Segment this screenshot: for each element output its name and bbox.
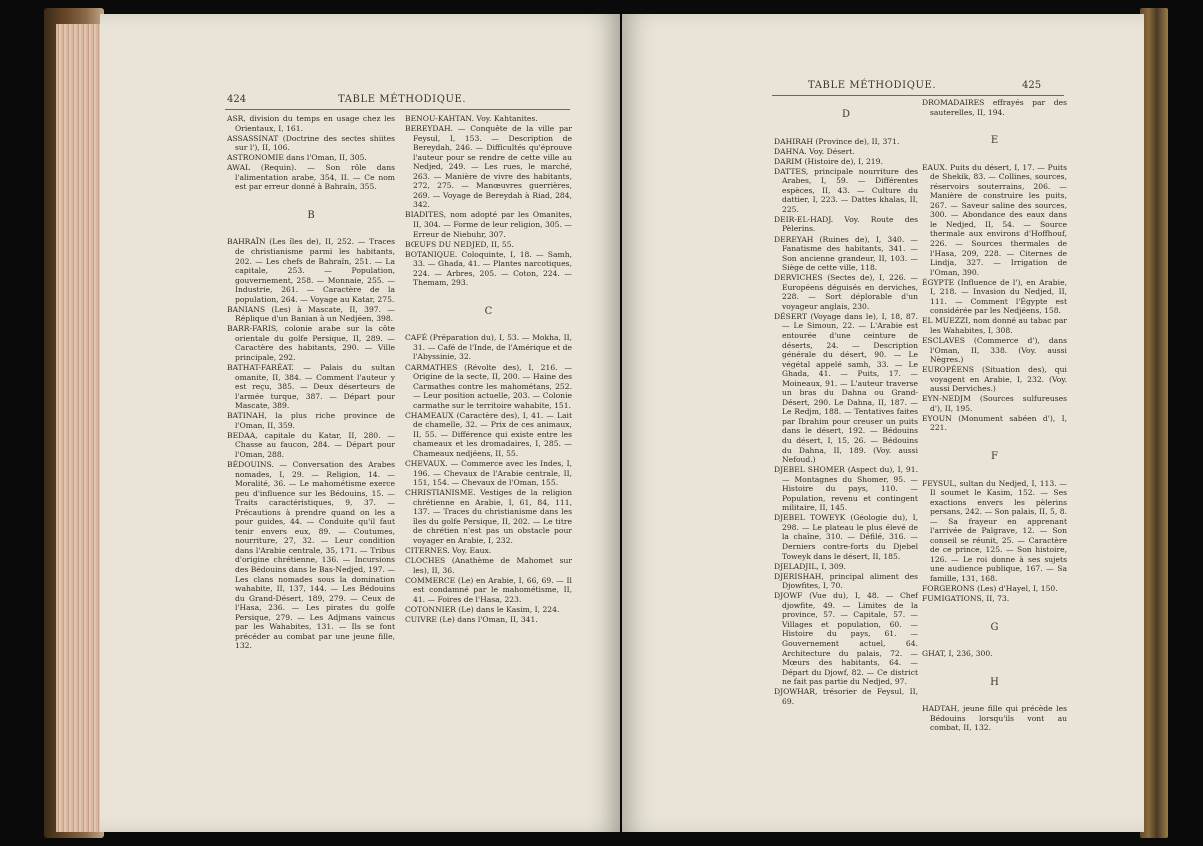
index-entry: DAHNA. Voy. Désert.: [774, 146, 855, 156]
page-number: 425: [1022, 80, 1042, 91]
header-rule: [225, 109, 570, 110]
index-entry: CUIVRE (Le) dans l'Oman, II, 341.: [405, 614, 538, 624]
index-entry: EUROPÉENS (Situation des), qui voyagent en Arabie, I, 232. (Voy. aussi Derviches.): [922, 365, 1067, 394]
section-letter-heading: D: [841, 109, 851, 120]
index-entry: ASSASSINAT (Doctrine des sectes shiites sur l'), II, 106.: [227, 133, 395, 153]
index-entry: BIADITES, nom adopté par les Omanites, II, 304. — Forme de leur religion, 305. — Erreur de Niebuhr, 307.: [405, 210, 572, 239]
index-entry: EL MUEZZI, nom donné au tabac par les Wahabites, I, 308.: [922, 316, 1067, 335]
index-entry: EYN-NEDJM (Sources sulfureuses d'), II, 195.: [922, 394, 1067, 413]
book-cover-right: [1140, 8, 1168, 838]
index-entry: BŒUFS DU NEDJED, II, 55.: [405, 239, 514, 249]
index-entry: BOTANIQUE. Coloquinte, I, 18. — Samh, 33. — Ghada, 41. — Plantes narcotiques, 224. — Arbres, 205. — Coton, 224. — Themam, 293.: [405, 249, 572, 288]
index-entry: ASTRONOMIE dans l'Oman, II, 305.: [227, 153, 367, 163]
running-head: TABLE MÉTHODIQUE.: [338, 94, 467, 105]
section-letter-heading: B: [307, 209, 315, 221]
index-entry: ASR, division du temps en usage chez les Orientaux, I, 161.: [227, 114, 395, 133]
index-entry: FORGERONS (Les) d'Hayel, I, 150.: [922, 584, 1058, 594]
index-entry: DEIR-EL-HADJ. Voy. Route des Pèlerins.: [774, 214, 918, 234]
header-rule: [772, 95, 1064, 96]
index-entry: AWAL (Requin). — Son rôle dans l'alimentation arabe, 354, II. — Ce nom est par erreur donné à Bahraïn, 355.: [227, 163, 395, 192]
index-entry: HADTAH, jeune fille qui précède les Bédouins lorsqu'ils vont au combat, II, 132.: [922, 704, 1067, 733]
index-entry: BENOU-KAHTAN. Voy. Kahtanites.: [405, 114, 538, 123]
index-entry: DATTES, principale nourriture des Arabes, I, 59. — Différentes espèces, II, 43. — Culture du dattier, I, 223. — Dattes khalas, II, 225.: [774, 166, 918, 214]
section-letter-heading: C: [484, 305, 493, 317]
index-entry: GHAT, I, 236, 300.: [922, 649, 993, 659]
index-entry: DAHIRAH (Province de), II, 371.: [774, 136, 900, 146]
index-entry: BATHAT-FARÉAT. — Palais du sultan omanite, II, 384. — Comment l'auteur y est reçu, 385. — Deux déserteurs de l'armée turque, 387. — Départ pour Mascate, 389.: [227, 363, 395, 411]
section-letter-heading: F: [991, 450, 998, 462]
index-entry: EYOUN (Monument sabéen d'), I, 221.: [922, 413, 1067, 433]
index-entry: BAHRAÏN (Les îles de), II, 252. — Traces de christianisme parmi les habitants, 202. — Les chefs de Bahraïn, 251. — La capitale, 253. — Population, gouvernement, 258. — Monnaie, 255. — Industrie, 261. — Caractère de la population, 264. — Voyage au Katar, 275.: [227, 237, 395, 304]
index-column-1: [774, 110, 918, 707]
index-entry: DROMADAIRES effrayés par des sauterelles, II, 194.: [922, 98, 1067, 117]
index-entry: EAUX. Puits du désert, I, 17. — Puits de Shekik, 83. — Collines, sources, réservoirs souterrains, 206. — Manière de construire les puits, 267. — Saveur saline des sources, 300. — Abondance des eaux dans le Nedjed, II, 54. — Source thermale aux environs d'Hoffhouf, 226. — Sources thermales de l'Hasa, 209, 228. — Citernes de Lindja, 327. — Irrigation de l'Oman, 390.: [922, 162, 1067, 277]
section-letter-heading: H: [990, 676, 999, 688]
index-entry: FUMIGATIONS, II, 73.: [922, 594, 1010, 604]
index-entry: ESCLAVES (Commerce d'), dans l'Oman, II, 338. (Voy. aussi Nègres.): [922, 335, 1067, 365]
index-column-2: [405, 114, 572, 625]
section-letter-heading: G: [990, 621, 999, 633]
index-entry: DJOWF (Vue du), I, 48. — Chef djowfite, 49. — Limites de la province, 57. — Capitale, 57. — Villages et population, 60. — Histoire du pays, 61. — Gouvernement actuel, 64. Architecture du palais, 72. — Mœurs des habitants, 64. — Départ du Djowf, 82. — Ce district ne fait pas partie du Nedjed, 97.: [774, 591, 918, 687]
page-number: 424: [227, 94, 247, 105]
index-entry: BEREYDAH. — Conquête de la ville par Feysul, I, 153. — Description de Bereydah, 246. — Difficultés qu'éprouve l'auteur pour se rendre de cette ville au Nedjed, 249. — Les rues, le marché, 263. — Manière de vivre des habitants, 272, 275. — Manœuvres guerrières, 269. — Voyage de Bereydah à Riad, 284, 342.: [405, 124, 572, 210]
index-entry: BATINAH, la plus riche province de l'Oman, II, 359.: [227, 411, 395, 430]
index-entry: COMMERCE (Le) en Arabie, I, 66, 69. — Il est condamné par le mahométisme, II, 41. — Foires de l'Hasa, 223.: [405, 575, 572, 604]
index-entry: COTONNIER (Le) dans le Kasim, I, 224.: [405, 604, 560, 614]
index-entry: DEREYAH (Ruines de), I, 340. — Fanatisme des habitants, 341. — Son ancienne grandeur, II, 103. — Siège de cette ville, 118.: [774, 234, 918, 273]
index-entry: CLOCHES (Anathème de Mahomet sur les), II, 36.: [405, 555, 572, 575]
index-entry: CHAMEAUX (Caractère des), I, 41. — Lait de chamelle, 32. — Prix de ces animaux, II, 55. — Différence qui existe entre les chameaux et les dromadaires, I, 285. — Chameaux nedjéens, II, 55.: [405, 410, 572, 458]
index-entry: BANIANS (Les) à Mascate, II, 397. — Réplique d'un Banian à un Nedjéen, 398.: [227, 304, 395, 324]
index-entry: DÉSERT (Voyage dans le), I, 18, 87. — Le Simoun, 22. — L'Arabie est entourée d'une ceinture de déserts, 24. — Description générale du désert, 90. — Le végétal appelé samh, 33. — Le Ghada, 41. — Puits, 17. — Moineaux, 91. — L'auteur traverse un bras du Dahna ou Grand-Désert, 290. Le Dahna, II, 187. — Le Redjm, 188. — Tentatives faites par Ibrahim pour creuser un puits dans le désert, 192. — Bédouins du désert, I, 15, 26. — Bédouins du Dahna, II, 189. (Voy. aussi Nefoud.): [774, 311, 918, 465]
left-page: [100, 14, 620, 832]
index-entry: DARIM (Histoire de), I, 219.: [774, 156, 883, 166]
running-head: TABLE MÉTHODIQUE.: [808, 80, 937, 91]
index-entry: BÉDOUINS. — Conversation des Arabes nomades, I, 29. — Religion, 14. — Moralité, 36. — Le mahométisme exerce peu d'influence sur les Bédouins, 15. — Traits caractéristiques, 9, 37. — Précautions à prendre quand on les a pour guides, 44. — Conduite qu'il faut tenir envers eux, 89. — Coutumes, nourriture, 27, 32. — Leur condition dans l'Arabie centrale, 35, 171. — Tribus d'origine chrétienne, 136. — Incursions des Bédouins dans le Bas-Nedjed, 197. — Les clans nomades sous la domination wahabite, II, 137, 144. — Les Bédouins du Grand-Désert, 189, 279. — Ceux de l'Hasa, 236. — Les pirates du golfe Persique, 279. — Les Adjmans vaincus par les Wahabites, 131. — Ils se font précéder au combat par une jeune fille, 132.: [227, 460, 395, 651]
index-entry: CAFÉ (Préparation du), I, 53. — Mokha, II, 31. — Café de l'Inde, de l'Amérique et de l'Abyssinie, 32.: [405, 333, 572, 362]
index-entry: BEDAA, capitale du Katar, II, 280. — Chasse au faucon, 284. — Départ pour l'Oman, 288.: [227, 430, 395, 459]
index-entry: DJEBEL TOWEYK (Géologie du), I, 298. — Le plateau le plus élevé de la chaîne, 310. — Défilé, 316. — Derniers contre-forts du Djebel Toweyk dans le désert, II, 185.: [774, 513, 918, 561]
index-entry: FEYSUL, sultan du Nedjed, I, 113. — Il soumet le Kasim, 152. — Ses exactions envers les pèlerins persans, 242. — Son palais, II, 5, 8. — Sa frayeur en apprenant l'arrivée de Palgrave, 12. — Son conseil se réunit, 25. — Caractère de ce prince, 125. — Son histoire, 126. — Le roi donne à ses sujets une audience publique, 167. — Sa famille, 131, 168.: [922, 478, 1067, 583]
index-column-2: [922, 98, 1067, 733]
index-column-1: [227, 114, 395, 651]
section-letter-heading: E: [990, 135, 999, 147]
index-entry: DERVICHES (Sectes de), I, 226. — Européens déguisés en derviches, 228. — Sort déplorable d'un voyageur anglais, 230.: [774, 273, 918, 311]
index-entry: CITERNES. Voy. Eaux.: [405, 545, 492, 555]
index-entry: CARMATHES (Révolte des), I, 216. — Origine de la secte, II, 200. — Haine des Carmathes contre les mahométans, 252. — Leur position actuelle, 203. — Colonie carmathe sur le territoire wahabite, 151.: [405, 362, 572, 410]
index-entry: CHRISTIANISME. Vestiges de la religion chrétienne en Arabie, I, 61, 84, 111, 137. — Traces du christianisme dans les îles du golfe Persique, II, 202. — Le titre de chrétien n'est pas un obstacle pour voyager en Arabie, I, 232.: [405, 488, 572, 545]
right-page: [622, 14, 1144, 832]
index-entry: BARR-FARIS, colonie arabe sur la côte orientale du golfe Persique, II, 289. — Caractère des habitants, 290. — Ville principale, 292.: [227, 324, 395, 362]
index-entry: DJEBEL SHOMER (Aspect du), I, 91. — Montagnes du Shomer, 95. — Histoire du pays, 110. — Population, revenu et contingent militaire, II, 145.: [774, 465, 918, 513]
index-entry: DJELADJIL, I, 309.: [774, 561, 846, 571]
index-entry: DJOWHAR, trésorier de Feysul, II, 69.: [774, 687, 918, 706]
index-entry: DJERISHAH, principal aliment des Djowfites, I, 70.: [774, 571, 918, 591]
index-entry: CHEVAUX. — Commerce avec les Indes, I, 196. — Chevaux de l'Arabie centrale, II, 151, 154. — Chevaux de l'Oman, 155.: [405, 459, 572, 488]
index-entry: ÉGYPTE (Influence de l'), en Arabie, I, 218. — Invasion du Nedjed, II, 111. — Comment l'Égypte est considérée par les Nedjéens, 158.: [922, 277, 1067, 316]
